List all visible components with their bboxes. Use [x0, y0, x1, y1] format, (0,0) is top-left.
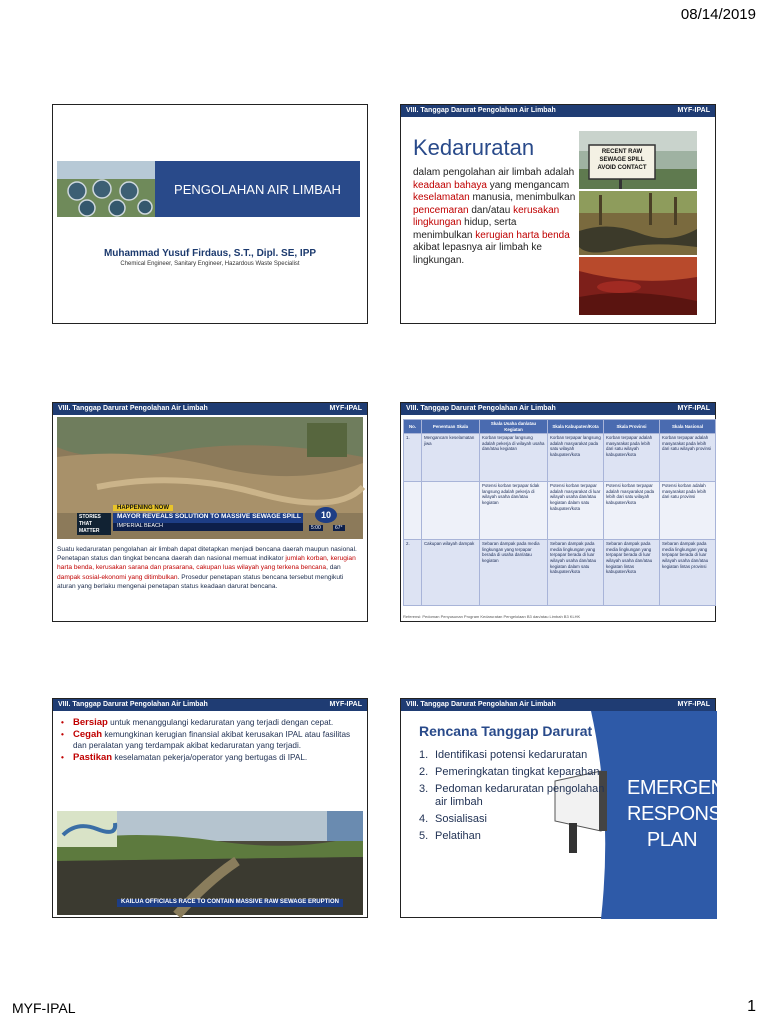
table-cell: Cakupan wilayah dampak: [422, 540, 480, 606]
table-cell: Mengancam keselamatan jiwa: [422, 434, 480, 482]
section-code: MYF-IPAL: [677, 405, 710, 412]
objective-keyword: Pastikan: [73, 752, 113, 763]
slide-title-band: PENGOLAHAN AIR LIMBAH: [155, 161, 360, 217]
section-title: VIII. Tanggap Darurat Pengolahan Air Limbah: [406, 405, 556, 412]
table-cell: Korban terpapar langsung adalah masyarakat pada satu wilayah kabupaten/kota: [548, 434, 604, 482]
definition-text: dalam pengolahan air limbah adalah keadaan bahaya yang mengancam keselamatan manusia, menimbulkan pencemaran dan/atau kerusakan lingkungan hidup, serta menimbulkan kerugian harta benda akibat lepasnya air limbah ke lingkungan.: [413, 167, 576, 266]
table-cell: Sebaran dampak pada media lingkungan yang terpapar berada di usaha dan/atau kegiatan: [480, 540, 548, 606]
section-title: VIII. Tanggap Darurat Pengolahan Air Limbah: [58, 701, 208, 708]
wastewater-plant-photo: [57, 161, 155, 217]
table-row: [404, 540, 716, 606]
table-cell: Sebaran dampak pada media lingkungan yang terpapar berada di luar wilayah usaha dan/atau kegiatan lintas kabupaten/kota: [604, 540, 660, 606]
news-tag: HAPPENING NOW: [113, 505, 173, 511]
slide-scale-table: [400, 402, 716, 622]
table-reference: Referensi: Pedoman Penyusunan Program Kedaruratan Pengelolaan B3 dan/atau Limbah B3 KLHK: [403, 614, 581, 619]
section-bar: [401, 105, 715, 117]
list-item: 3. Pedoman kedaruratan pengolahan air limbah: [419, 783, 605, 808]
keyword-danger: keadaan bahaya: [413, 179, 487, 191]
table-header: No.: [404, 420, 422, 434]
table-cell: Potensi korban terpapar adalah masyarakat pada lebih dari satu wilayah kabupaten/kota: [604, 482, 660, 540]
news-time: 5:00: [311, 525, 321, 531]
table-cell: [404, 482, 422, 540]
section-bar: [53, 699, 367, 711]
table-cell: Potensi korban adalah masyarakat pada lebih dari satu provinsi: [660, 482, 716, 540]
table-header-row: [404, 420, 716, 434]
section-bar: [401, 699, 715, 711]
objective-text: keselamatan pekerja/operator yang bertugas di IPAL.: [112, 753, 308, 762]
objectives-list: [59, 717, 364, 764]
emergency-scale-table: [403, 419, 716, 606]
disaster-status-text: Suatu kedaruratan pengolahan air limbah dapat ditetapkan menjadi bencana daerah maupun nasional. Penetapan status dan tingkat bencana daerah dan nasional memuat indikator jumlah korban, kerugian harta benda, kerusakan sarana dan prasarana, cakupan luas wilayah yang terkena bencana, dan dampak sosial-ekonomi yang ditimbulkan. Prosedur penetapan status bencana tersebut mengikuti aturan yang berlaku mengenai penetapan status keadaan darurat bencana.: [57, 546, 357, 590]
objective-keyword: Bersiap: [73, 717, 108, 728]
section-code: MYF-IPAL: [329, 405, 362, 412]
news-temp: 67°: [335, 525, 343, 531]
slide-bencana: [52, 402, 368, 622]
section-bar: [53, 403, 367, 415]
sewage-spill-sign-photo: [579, 131, 697, 189]
polluted-stream-photo: [579, 191, 697, 255]
section-code: MYF-IPAL: [329, 701, 362, 708]
print-date: 08/14/2019: [680, 6, 756, 23]
section-title: VIII. Tanggap Darurat Pengolahan Air Limbah: [58, 405, 208, 412]
plan-steps-list: [419, 749, 619, 847]
keyword-safety: keselamatan: [413, 192, 470, 203]
emergency-response-plan-text: EMERGENCY RESPONSE PLAN: [627, 777, 752, 851]
footer-author-code: MYF-IPAL: [12, 1000, 76, 1016]
flood-news-screenshot: [57, 417, 363, 539]
sign-text: RECENT RAW SEWAGE SPILL AVOID CONTACT: [597, 149, 647, 171]
table-cell: Sebaran dampak pada media lingkungan yang terpapar berada di luar wilayah usaha dan/atau kegiatan lintas provinsi: [660, 540, 716, 606]
section-title: VIII. Tanggap Darurat Pengolahan Air Limbah: [406, 701, 556, 708]
list-item: 1. Identifikasi potensi kedaruratan: [419, 749, 588, 761]
keyword-pollution: pencemaran: [413, 204, 469, 216]
section-code: MYF-IPAL: [677, 701, 710, 708]
table-row: [404, 434, 716, 482]
section-code: MYF-IPAL: [677, 107, 710, 114]
author-name: Muhammad Yusuf Firdaus, S.T., Dipl. SE, IPP: [103, 248, 317, 259]
news-left-badge: STORIES THAT MATTER: [77, 513, 111, 535]
author-specialties: Chemical Engineer, Sanitary Engineer, Hazardous Waste Specialist: [120, 261, 300, 267]
keyword-property-loss: kerugian harta benda: [475, 229, 570, 241]
table-cell: Sebaran dampak pada media lingkungan yang terpapar berada di luar wilayah usaha dan/atau kegiatan dalam satu kabupaten/kota: [548, 540, 604, 606]
table-cell: 2.: [404, 540, 422, 606]
page-number: 1: [747, 998, 756, 1015]
slide-heading: Rencana Tanggap Darurat: [419, 723, 593, 739]
sewage-eruption-news-photo: [57, 811, 363, 915]
list-item: [59, 752, 364, 763]
table-row: [404, 482, 716, 540]
slide-objectives: [52, 698, 368, 918]
list-item: 4. Sosialisasi: [419, 813, 487, 825]
table-cell: Korban terpapar adalah masyarakat pada lebih dari satu wilayah kabupaten/kota: [604, 434, 660, 482]
news-caption: KAILUA OFFICIALS RACE TO CONTAIN MASSIVE RAW SEWAGE ERUPTION: [117, 899, 343, 907]
keyword-environment-damage: kerusakan lingkungan: [413, 204, 560, 228]
table-header: Skala Provinsi: [604, 420, 660, 434]
news-channel-logo: 10: [315, 507, 337, 523]
section-bar: [401, 403, 715, 415]
table-cell: Potensi korban terpapar adalah masyarakat di luar wilayah usaha dan/atau kegiatan dalam satu kabupaten/kota: [548, 482, 604, 540]
slide-heading: Kedaruratan: [413, 135, 535, 160]
objective-text: kemungkinan kerugian finansial akibat kerusakan IPAL atau fasilitas dan peralatan yang terdampak akibat kedaruratan yang terjadi.: [73, 730, 351, 750]
objective-text: untuk menanggulangi kedaruratan yang terjadi dengan cepat.: [107, 718, 334, 727]
news-location: IMPERIAL BEACH: [113, 523, 303, 531]
table-cell: 1.: [404, 434, 422, 482]
table-header: Skala Usaha dan/atau Kegiatan: [480, 420, 548, 434]
indicator-socioeconomic: dampak sosial-ekonomi yang ditimbulkan: [57, 573, 178, 581]
slide-kedaruratan: [400, 104, 716, 324]
table-header: Penentuan Skala: [422, 420, 480, 434]
list-item: 5. Pelatihan: [419, 830, 481, 842]
bullet-icon: •: [61, 730, 64, 739]
table-cell: Korban terpapar adalah masyarakat pada lebih dari satu wilayah provinsi: [660, 434, 716, 482]
table-cell: [422, 482, 480, 540]
list-item: [59, 729, 364, 751]
news-ticker: MAYOR REVEALS SOLUTION TO MASSIVE SEWAGE SPILL: [113, 513, 303, 523]
list-item: [59, 717, 364, 728]
slide-title: [52, 104, 368, 324]
list-item: 2. Pemeringkatan tingkat keparahan: [419, 766, 600, 778]
bullet-icon: •: [61, 753, 64, 762]
table-header: Skala Kabupaten/Kota: [548, 420, 604, 434]
table-cell: Korban terpapar langsung adalah pekerja di wilayah usaha dan/atau kegiatan: [480, 434, 548, 482]
slide-response-plan: [400, 698, 752, 918]
objective-keyword: Cegah: [73, 729, 103, 740]
table-header: Skala Nasional: [660, 420, 716, 434]
indicator-list: jumlah korban, kerugian harta benda, kerusakan sarana dan prasarana, cakupan luas wilayah yang terkena bencana: [57, 555, 356, 572]
table-cell: Potensi korban terpapar tidak langsung adalah pekerja di wilayah usaha dan/atau kegiatan: [480, 482, 548, 540]
bullet-icon: •: [61, 718, 64, 727]
section-title: VIII. Tanggap Darurat Pengolahan Air Limbah: [406, 107, 556, 114]
red-wastewater-photo: [579, 257, 697, 315]
